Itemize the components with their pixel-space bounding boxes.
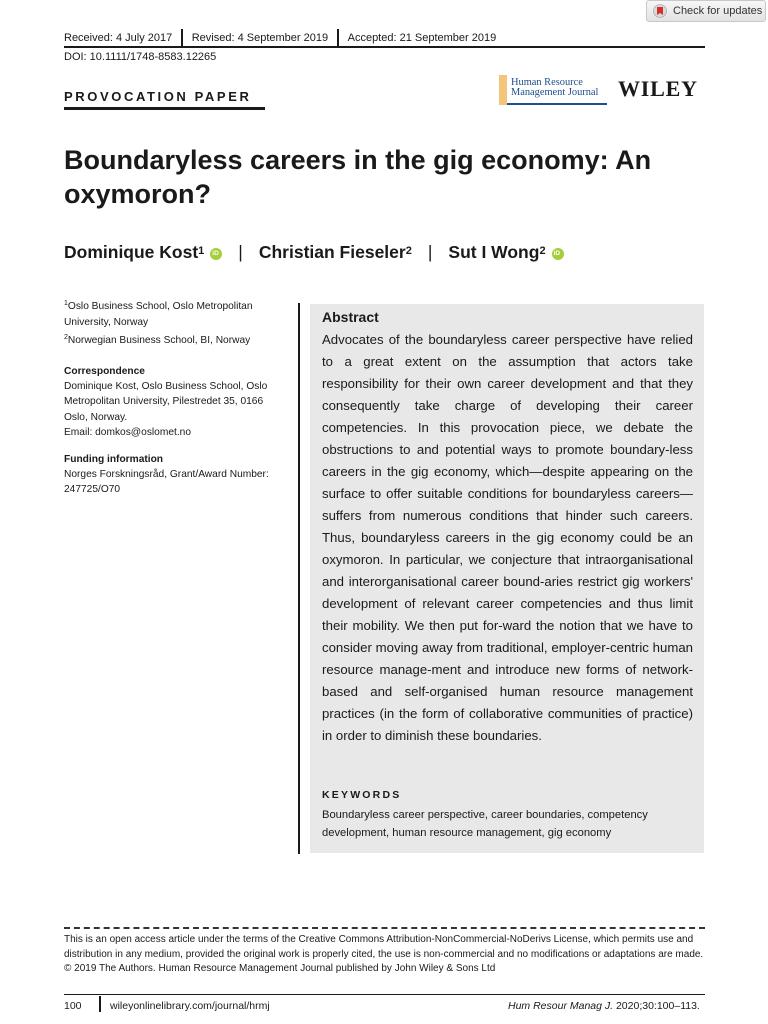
correspondence-heading: Correspondence — [64, 366, 145, 377]
journal-site-link[interactable]: wileyonlinelibrary.com/journal/hrmj — [110, 1000, 270, 1012]
keywords-text: Boundaryless career perspective, career boundaries, competency development, human resource management, gig economy — [322, 809, 648, 839]
page-number: 100 — [64, 1000, 82, 1012]
keywords-heading: KEYWORDS — [322, 789, 402, 801]
check-for-updates-label: Check for updates — [673, 5, 763, 17]
article-title: Boundaryless careers in the gig economy: An oxymoron? — [64, 145, 652, 209]
citation-details: 2020;30:100–113. — [613, 1000, 700, 1012]
orcid-icon[interactable] — [210, 248, 222, 260]
funding-info — [64, 452, 294, 498]
crossmark-icon — [653, 4, 667, 18]
publisher-logo[interactable]: WILEY — [618, 76, 698, 101]
affiliation-item: $^2$Norwegian Business School, BI, Norway — [64, 334, 251, 347]
abstract-heading: Abstract — [322, 309, 379, 325]
affiliations — [64, 299, 286, 350]
accepted-date: Accepted: 21 September 2019 — [347, 32, 497, 44]
revised-date: Revised: 4 September 2019 — [191, 32, 329, 44]
footer-separator — [99, 996, 101, 1012]
author-name[interactable]: Sut I Wong — [448, 242, 540, 262]
funding-heading: Funding information — [64, 454, 164, 465]
journal-logo-line1: Human Resource — [511, 77, 583, 88]
affiliation-item: $^1$Oslo Business School, Oslo Metropolitan University, Norway — [64, 300, 253, 329]
header-rule — [64, 46, 705, 48]
date-separator — [181, 29, 183, 47]
affiliation-marker: 2 — [405, 244, 412, 257]
citation — [508, 1000, 700, 1012]
journal-logo-line2: Management Journal — [511, 87, 599, 98]
check-for-updates-button[interactable] — [646, 0, 766, 22]
journal-abbreviation: Hum Resour Manag J. — [508, 1000, 614, 1012]
author-list — [64, 242, 564, 263]
date-separator — [337, 29, 339, 47]
orcid-icon[interactable] — [552, 248, 564, 260]
author-name[interactable]: Dominique Kost — [64, 242, 199, 262]
article-dates — [64, 29, 496, 47]
journal-logo[interactable] — [499, 75, 607, 105]
article-type: PROVOCATION PAPER — [64, 89, 252, 104]
author-separator: | — [238, 242, 243, 262]
correspondence-line: Oslo, Norway. — [64, 411, 128, 423]
received-date: Received: 4 July 2017 — [64, 32, 173, 44]
footer-rule — [64, 994, 705, 995]
column-divider — [298, 303, 300, 854]
correspondence-line: Dominique Kost, Oslo Business School, Oslo — [64, 381, 268, 393]
article-type-underline — [64, 107, 265, 110]
correspondence — [64, 364, 294, 440]
funding-line: Norges Forskningsråd, Grant/Award Number: — [64, 469, 269, 481]
correspondence-email[interactable]: Email: domkos@oslomet.no — [64, 426, 191, 438]
affiliation-marker: 2 — [539, 244, 546, 257]
author-name[interactable]: Christian Fieseler — [258, 242, 406, 262]
license-notice — [64, 933, 705, 977]
correspondence-line: Metropolitan University, Pilestredet 35, 0166 — [64, 396, 264, 408]
license-text: This is an open access article under the terms of the Creative Commons Attribution-NonCommercial-NoDerivs License, which permits use and distribution in any medium, provided the original work is properly cited, the use is non-commercial and no modifications or adaptations are made. — [64, 934, 704, 960]
footnote-divider — [64, 927, 705, 929]
abstract-text: Advocates of the boundaryless career perspective have relied to a great extent on the assumption that actors take responsibility for their own career development and that they consequently take charge of developing their career competencies. In this provocation piece, we debate the obstructions to and potential ways to promote boundary-less careers in the gig economy, which—despite appearing on the surface to offer suitable conditions for boundaryless careers—suffers from numerous conditions that hinder such careers. Thus, boundaryless careers in the gig economy could be an oxymoron. In particular, we conjecture that intraorganisational and interorganisational career bound-aries restrict gig workers' development of relevant career competencies and thus limit their mobility. We then put for-ward the notion that we have to consider moving away from traditional, employer-centric human resource manage-ment and introduce new forms of network-based and self-organised human resource management practices (in the form of collaborative communities of practice) in order to diminish these boundaries. — [322, 332, 693, 743]
author-separator: | — [427, 242, 433, 262]
doi[interactable]: DOI: 10.1111/1748-8583.12265 — [64, 51, 217, 63]
funding-line: 247725/O70 — [64, 484, 121, 496]
affiliation-marker: 1 — [198, 244, 205, 257]
copyright-text: © 2019 The Authors. Human Resource Management Journal published by John Wiley & Sons Ltd — [64, 963, 496, 975]
